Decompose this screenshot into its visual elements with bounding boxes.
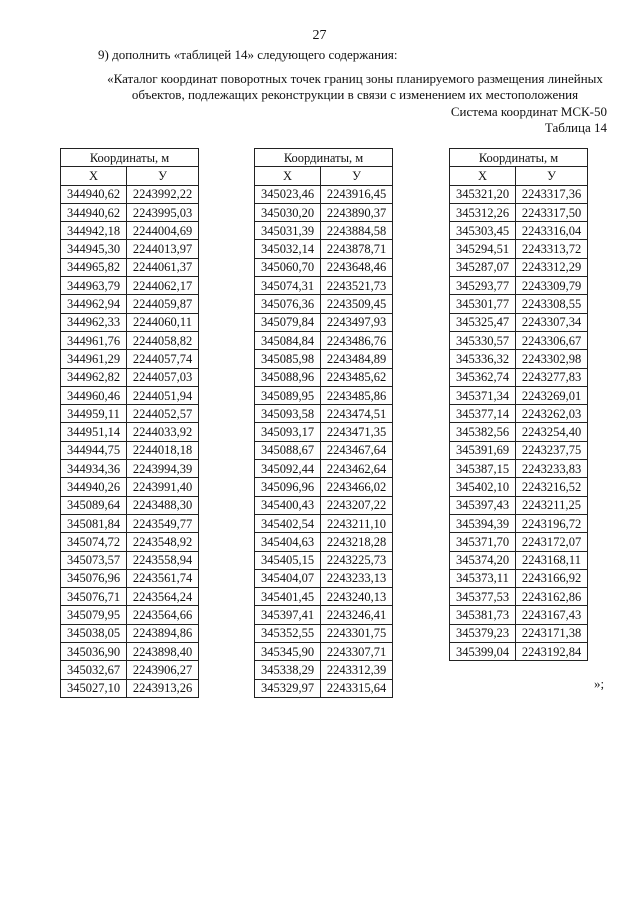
x-value: 344962,94: [61, 295, 127, 313]
x-value: 345387,15: [450, 460, 516, 478]
x-value: 345405,15: [255, 551, 321, 569]
x-value: 344962,82: [61, 368, 127, 386]
x-value: 345381,73: [450, 606, 516, 624]
y-value: 2243890,37: [321, 203, 393, 221]
coordinates-table-1: [60, 148, 199, 698]
x-column-header: X: [450, 167, 516, 185]
table-row: [61, 588, 199, 606]
y-value: 2243894,86: [127, 624, 199, 642]
table-row: [255, 222, 393, 240]
x-value: 345076,96: [61, 569, 127, 587]
y-value: 2243316,04: [516, 222, 588, 240]
table-row: [450, 441, 588, 459]
table-row: [450, 331, 588, 349]
y-value: 2243991,40: [127, 478, 199, 496]
y-value: 2243485,86: [321, 386, 393, 404]
y-column-header: У: [516, 167, 588, 185]
x-value: 345287,07: [450, 258, 516, 276]
x-value: 344960,46: [61, 386, 127, 404]
x-value: 345402,54: [255, 514, 321, 532]
y-value: 2243262,03: [516, 405, 588, 423]
y-value: 2244033,92: [127, 423, 199, 441]
table-row: [255, 277, 393, 295]
y-value: 2243466,02: [321, 478, 393, 496]
x-value: 345400,43: [255, 496, 321, 514]
x-value: 345371,70: [450, 533, 516, 551]
table-row: [61, 258, 199, 276]
table-row: [61, 350, 199, 368]
x-value: 344944,75: [61, 441, 127, 459]
table-row: [255, 258, 393, 276]
x-value: 345391,69: [450, 441, 516, 459]
y-value: 2243471,35: [321, 423, 393, 441]
x-value: 345338,29: [255, 661, 321, 679]
x-value: 345079,84: [255, 313, 321, 331]
table-row: [450, 313, 588, 331]
y-value: 2243486,76: [321, 331, 393, 349]
y-value: 2243312,39: [321, 661, 393, 679]
table-row: [255, 423, 393, 441]
x-value: 345038,05: [61, 624, 127, 642]
y-value: 2243254,40: [516, 423, 588, 441]
table-row: [255, 533, 393, 551]
table-row: [255, 679, 393, 697]
table-row: [255, 368, 393, 386]
coordinates-group-header: Координаты, м: [255, 149, 393, 167]
x-value: 345076,71: [61, 588, 127, 606]
y-value: 2243306,67: [516, 331, 588, 349]
y-value: 2243233,13: [321, 569, 393, 587]
y-value: 2243192,84: [516, 643, 588, 661]
table-row: [450, 368, 588, 386]
x-value: 344945,30: [61, 240, 127, 258]
x-value: 345374,20: [450, 551, 516, 569]
table-row: [61, 643, 199, 661]
y-value: 2243898,40: [127, 643, 199, 661]
table-row: [255, 661, 393, 679]
table-row: [61, 423, 199, 441]
coordinates-table-3: [449, 148, 588, 661]
y-value: 2243240,13: [321, 588, 393, 606]
table-row: [61, 441, 199, 459]
x-value: 345294,51: [450, 240, 516, 258]
y-value: 2243497,93: [321, 313, 393, 331]
y-value: 2243211,25: [516, 496, 588, 514]
table-row: [255, 240, 393, 258]
y-value: 2243561,74: [127, 569, 199, 587]
table-row: [450, 588, 588, 606]
x-value: 345093,58: [255, 405, 321, 423]
x-value: 345088,67: [255, 441, 321, 459]
x-value: 345394,39: [450, 514, 516, 532]
table-row: [450, 222, 588, 240]
y-value: 2243485,62: [321, 368, 393, 386]
coordinate-system-label: Система координат МСК-50: [450, 104, 607, 119]
x-value: 345402,10: [450, 478, 516, 496]
table-row: [255, 331, 393, 349]
y-value: 2243648,46: [321, 258, 393, 276]
x-value: 345382,56: [450, 423, 516, 441]
y-value: 2243225,73: [321, 551, 393, 569]
x-value: 345060,70: [255, 258, 321, 276]
y-value: 2243916,45: [321, 185, 393, 203]
x-value: 345079,95: [61, 606, 127, 624]
table-row: [255, 386, 393, 404]
table-row: [450, 295, 588, 313]
table-row: [61, 331, 199, 349]
table-row: [61, 661, 199, 679]
coordinates-group-header: Координаты, м: [61, 149, 199, 167]
catalog-title: [100, 71, 610, 103]
x-value: 344965,82: [61, 258, 127, 276]
y-value: 2243315,64: [321, 679, 393, 697]
x-value: 345293,77: [450, 277, 516, 295]
x-value: 345074,72: [61, 533, 127, 551]
y-value: 2243884,58: [321, 222, 393, 240]
y-value: 2243167,43: [516, 606, 588, 624]
table-row: [450, 203, 588, 221]
catalog-title-line: «Каталог координат поворотных точек границ зоны планируемого размещения линейных: [107, 71, 603, 86]
table-row: [450, 606, 588, 624]
table-row: [450, 569, 588, 587]
table-row: [255, 478, 393, 496]
y-value: 2243484,89: [321, 350, 393, 368]
table-row: [450, 533, 588, 551]
table-row: [255, 643, 393, 661]
y-value: 2244059,87: [127, 295, 199, 313]
x-value: 344940,62: [61, 185, 127, 203]
y-value: 2243564,66: [127, 606, 199, 624]
y-value: 2243564,24: [127, 588, 199, 606]
x-value: 345404,07: [255, 569, 321, 587]
table-row: [255, 295, 393, 313]
table-row: [61, 277, 199, 295]
x-value: 345397,43: [450, 496, 516, 514]
y-column-header: У: [321, 167, 393, 185]
y-value: 2243992,22: [127, 185, 199, 203]
y-value: 2244013,97: [127, 240, 199, 258]
y-value: 2243269,01: [516, 386, 588, 404]
x-value: 345352,55: [255, 624, 321, 642]
table-row: [450, 185, 588, 203]
y-value: 2243237,75: [516, 441, 588, 459]
x-value: 345096,96: [255, 478, 321, 496]
y-value: 2244052,57: [127, 405, 199, 423]
x-value: 345303,45: [450, 222, 516, 240]
x-value: 345325,47: [450, 313, 516, 331]
page-number: 27: [312, 28, 327, 43]
table-row: [450, 405, 588, 423]
table-row: [450, 258, 588, 276]
y-value: 2243558,94: [127, 551, 199, 569]
y-value: 2243317,36: [516, 185, 588, 203]
table-row: [450, 496, 588, 514]
y-value: 2243207,22: [321, 496, 393, 514]
x-value: 345032,14: [255, 240, 321, 258]
table-row: [61, 569, 199, 587]
x-value: 344942,18: [61, 222, 127, 240]
x-value: 344963,79: [61, 277, 127, 295]
table-row: [61, 185, 199, 203]
x-value: 345397,41: [255, 606, 321, 624]
y-value: 2243878,71: [321, 240, 393, 258]
closing-quote-mark: »;: [594, 676, 605, 691]
table-row: [61, 405, 199, 423]
y-value: 2243307,34: [516, 313, 588, 331]
x-value: 344940,62: [61, 203, 127, 221]
y-value: 2243216,52: [516, 478, 588, 496]
table-row: [450, 350, 588, 368]
table-row: [61, 533, 199, 551]
x-value: 345336,32: [450, 350, 516, 368]
table-row: [255, 588, 393, 606]
x-value: 345073,57: [61, 551, 127, 569]
y-value: 2243309,79: [516, 277, 588, 295]
y-value: 2243171,38: [516, 624, 588, 642]
coordinates-group-header: Координаты, м: [450, 149, 588, 167]
table-row: [61, 295, 199, 313]
y-value: 2244057,74: [127, 350, 199, 368]
x-value: 344961,76: [61, 331, 127, 349]
y-value: 2243172,07: [516, 533, 588, 551]
catalog-title-line: объектов, подлежащих реконструкции в связи с изменением их местоположения: [131, 87, 579, 102]
x-value: 345301,77: [450, 295, 516, 313]
table-row: [450, 624, 588, 642]
y-value: 2243233,83: [516, 460, 588, 478]
table-row: [61, 368, 199, 386]
x-value: 345377,14: [450, 405, 516, 423]
y-value: 2243218,28: [321, 533, 393, 551]
y-value: 2243302,98: [516, 350, 588, 368]
y-value: 2244058,82: [127, 331, 199, 349]
y-value: 2243162,86: [516, 588, 588, 606]
y-value: 2243462,64: [321, 460, 393, 478]
x-value: 345030,20: [255, 203, 321, 221]
x-value: 345036,90: [61, 643, 127, 661]
coordinates-table-2: [254, 148, 393, 698]
y-value: 2243277,83: [516, 368, 588, 386]
y-value: 2244062,17: [127, 277, 199, 295]
table-row: [255, 185, 393, 203]
y-value: 2243509,45: [321, 295, 393, 313]
table-row: [450, 277, 588, 295]
y-value: 2244051,94: [127, 386, 199, 404]
x-value: 345032,67: [61, 661, 127, 679]
x-value: 345081,84: [61, 514, 127, 532]
table-row: [61, 386, 199, 404]
x-value: 345401,45: [255, 588, 321, 606]
x-value: 345379,23: [450, 624, 516, 642]
y-value: 2244004,69: [127, 222, 199, 240]
table-caption: Таблица 14: [544, 120, 607, 135]
table-row: [450, 386, 588, 404]
y-value: 2243312,29: [516, 258, 588, 276]
y-value: 2244060,11: [127, 313, 199, 331]
table-row: [61, 496, 199, 514]
table-row: [255, 606, 393, 624]
table-row: [61, 551, 199, 569]
y-value: 2243211,10: [321, 514, 393, 532]
y-value: 2243313,72: [516, 240, 588, 258]
x-value: 345399,04: [450, 643, 516, 661]
table-row: [255, 496, 393, 514]
x-value: 345085,98: [255, 350, 321, 368]
y-value: 2243913,26: [127, 679, 199, 697]
y-value: 2243307,71: [321, 643, 393, 661]
table-row: [255, 460, 393, 478]
y-value: 2243906,27: [127, 661, 199, 679]
x-value: 345074,31: [255, 277, 321, 295]
x-value: 344934,36: [61, 460, 127, 478]
y-value: 2243301,75: [321, 624, 393, 642]
x-value: 345084,84: [255, 331, 321, 349]
table-row: [61, 313, 199, 331]
table-row: [61, 240, 199, 258]
y-value: 2243521,73: [321, 277, 393, 295]
x-value: 344962,33: [61, 313, 127, 331]
y-value: 2243474,51: [321, 405, 393, 423]
x-value: 345093,17: [255, 423, 321, 441]
x-value: 344959,11: [61, 405, 127, 423]
table-row: [61, 624, 199, 642]
table-row: [255, 203, 393, 221]
y-value: 2243166,92: [516, 569, 588, 587]
y-value: 2243317,50: [516, 203, 588, 221]
x-column-header: X: [255, 167, 321, 185]
x-value: 345089,64: [61, 496, 127, 514]
table-row: [255, 569, 393, 587]
table-row: [255, 405, 393, 423]
table-row: [450, 478, 588, 496]
amendment-intro: 9) дополнить «таблицей 14» следующего содержания:: [98, 47, 398, 62]
table-row: [450, 514, 588, 532]
y-value: 2243196,72: [516, 514, 588, 532]
x-value: 345329,97: [255, 679, 321, 697]
x-value: 345373,11: [450, 569, 516, 587]
table-row: [61, 679, 199, 697]
x-value: 345362,74: [450, 368, 516, 386]
y-column-header: У: [127, 167, 199, 185]
y-value: 2243467,64: [321, 441, 393, 459]
y-value: 2243308,55: [516, 295, 588, 313]
y-value: 2244061,37: [127, 258, 199, 276]
table-row: [61, 514, 199, 532]
y-value: 2243548,92: [127, 533, 199, 551]
x-value: 344961,29: [61, 350, 127, 368]
table-row: [255, 441, 393, 459]
x-value: 345312,26: [450, 203, 516, 221]
y-value: 2244057,03: [127, 368, 199, 386]
x-value: 344951,14: [61, 423, 127, 441]
table-row: [450, 643, 588, 661]
x-value: 345031,39: [255, 222, 321, 240]
y-value: 2243488,30: [127, 496, 199, 514]
table-row: [450, 240, 588, 258]
table-row: [450, 460, 588, 478]
x-value: 345371,34: [450, 386, 516, 404]
table-row: [450, 423, 588, 441]
y-value: 2243994,39: [127, 460, 199, 478]
x-value: 345076,36: [255, 295, 321, 313]
x-value: 345089,95: [255, 386, 321, 404]
y-value: 2243995,03: [127, 203, 199, 221]
table-row: [255, 624, 393, 642]
table-row: [255, 350, 393, 368]
x-value: 345092,44: [255, 460, 321, 478]
table-row: [255, 313, 393, 331]
x-value: 345330,57: [450, 331, 516, 349]
x-value: 345377,53: [450, 588, 516, 606]
y-value: 2244018,18: [127, 441, 199, 459]
table-row: [450, 551, 588, 569]
x-value: 345027,10: [61, 679, 127, 697]
table-row: [255, 514, 393, 532]
x-value: 345345,90: [255, 643, 321, 661]
x-value: 345321,20: [450, 185, 516, 203]
table-row: [61, 203, 199, 221]
table-row: [255, 551, 393, 569]
x-value: 345088,96: [255, 368, 321, 386]
x-value: 345404,63: [255, 533, 321, 551]
y-value: 2243549,77: [127, 514, 199, 532]
y-value: 2243246,41: [321, 606, 393, 624]
table-row: [61, 606, 199, 624]
x-value: 345023,46: [255, 185, 321, 203]
y-value: 2243168,11: [516, 551, 588, 569]
x-column-header: X: [61, 167, 127, 185]
table-row: [61, 460, 199, 478]
table-row: [61, 478, 199, 496]
x-value: 344940,26: [61, 478, 127, 496]
table-row: [61, 222, 199, 240]
